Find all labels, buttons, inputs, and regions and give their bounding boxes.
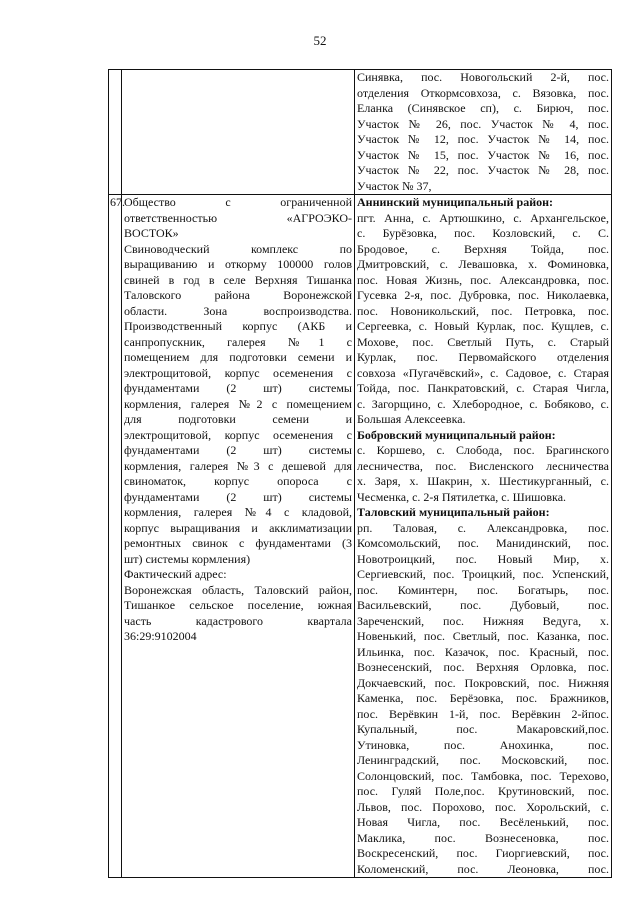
settlements-text-line: Мохове, пос. Светлый Путь, с. Старый	[357, 334, 609, 349]
organization-text-line: свиней в год в селе Верхняя Тишанка	[124, 272, 352, 287]
settlements-text-line: Утиновка, пос. Анохинка, пос.	[357, 737, 609, 752]
organization-text-line: электрощитовой, корпус осеменения с	[124, 365, 352, 380]
settlements-text-line: пос. Гуляй Поле,пос. Крутиновский, пос.	[357, 784, 609, 798]
settlements-text-line: Новенький, пос. Светлый, пос. Казанка, пос.	[357, 629, 609, 643]
settlements-text-line: Участок № 22, пос. Участок № 28, пос.	[357, 163, 609, 177]
settlements-text-line: пгт. Анна, с. Артюшкино, с. Архангельское,	[357, 210, 609, 225]
settlements-text-line: Участок № 37,	[357, 178, 432, 193]
organization-cell	[122, 195, 355, 878]
settlements-text-line: Сергиевский, пос. Троицкий, пос. Успенский,	[357, 567, 609, 581]
organization-text-line: области. Зона воспроизводства.	[124, 303, 352, 318]
organization-text-line: электрощитовой, корпус осеменения с	[124, 427, 352, 442]
settlements-text-line: Курлак, пос. Первомайского отделения	[357, 350, 609, 364]
organization-text-line: фундаментами (2 шт) системы	[124, 489, 352, 504]
organization-text-line: шт) системы кормления)	[124, 551, 251, 566]
settlements-text-line: Новая Чигла, пос. Весёленький, пос.	[357, 815, 609, 829]
settlements-text-line: Солонцовский, пос. Тамбовка, пос. Терехово,	[357, 768, 609, 783]
settlements-cell	[355, 70, 612, 195]
organization-text-line: выращиванию и откорму 100000 голов	[124, 257, 352, 271]
organization-text-line: ремонтных свинок с фундаментами (3	[124, 536, 352, 550]
settlements-text-line: с. Бурёзовка, пос. Козловский, с. С.	[357, 226, 609, 240]
organization-text-line: свиноматок, корпус опороса с	[124, 474, 352, 488]
settlements-text-line: пос. Новая Жизнь, пос. Александровка, пос.	[357, 272, 609, 287]
settlements-text-line: Львов, пос. Порохово, пос. Хорольский, с.	[357, 799, 609, 814]
district-heading: Аннинский муниципальный район:	[357, 195, 554, 209]
organization-cell	[122, 70, 355, 195]
settlements-text-line: Вознесенский, пос. Верхняя Орловка, пос.	[357, 660, 609, 674]
settlements-text-line: Участок № 26, пос. Участок № 4, пос.	[357, 116, 609, 131]
settlements-text-line: Чесменка, с. 2-я Пятилетка, с. Шишовка.	[357, 489, 567, 504]
settlements-text-line: Синявка, пос. Новогольский 2-й, пос.	[357, 70, 609, 84]
settlements-text-line: пос. Коминтерн, пос. Богатырь, пос.	[357, 582, 609, 597]
table-row	[109, 195, 612, 878]
settlements-text-line: Коломенский, пос. Леоновка, пос.	[357, 861, 609, 876]
organization-text-line: помещением для подготовки семени и	[124, 350, 352, 364]
settlements-cell	[355, 195, 612, 878]
row-number-cell	[109, 70, 122, 195]
row-number-cell: 67.	[109, 195, 122, 878]
organization-text-line: 36:29:9102004	[124, 629, 197, 643]
registry-table	[108, 69, 612, 878]
organization-text-line: Общество с ограниченной	[124, 195, 352, 209]
organization-text-line: санпропускник, галерея №1 с	[124, 334, 352, 349]
organization-text-line: фундаментами (2 шт) системы	[124, 443, 352, 457]
settlements-text-line: Дмитровский, с. Левашовка, х. Фоминовка,	[357, 257, 609, 271]
organization-text-line: Свиноводческий комплекс по	[124, 241, 352, 256]
settlements-text-line: Ильинка, пос. Казачок, пос. Красный, пос.	[357, 644, 609, 659]
settlements-text-line: Новотроицкий, пос. Новый Мир, х.	[357, 551, 609, 566]
settlements-text-line: Гусевка 2-я, пос. Дубровка, пос. Николаевка,	[357, 288, 609, 302]
settlements-text-line: Участок № 15, пос. Участок № 16, пос.	[357, 147, 609, 162]
organization-text-line: кормления, галерея №4 с кладовой,	[124, 505, 352, 519]
settlements-text-line: Большая Алексеевка.	[357, 412, 466, 426]
settlements-text-line: Воскресенский, пос. Гиоргиевский, пос.	[357, 846, 609, 860]
settlements-text-line: Докчаевский, пос. Покровский, пос. Нижняя	[357, 675, 609, 690]
settlements-text-line: Участок № 12, пос. Участок № 14, пос.	[357, 132, 609, 146]
settlements-text-line: пос. Верёвкин 1-й, пос. Верёвкин 2-йпос.	[357, 706, 609, 721]
organization-text-line: ВОСТОК»	[124, 226, 179, 240]
organization-text-line: ответственностью «АГРОЭКО-	[124, 210, 352, 225]
settlements-text-line: Тойда, пос. Панкратовский, с. Старая Чигла,	[357, 381, 609, 395]
page-number: 52	[313, 33, 327, 48]
settlements-text-line: с. Коршево, с. Слобода, пос. Брагинского	[357, 443, 609, 457]
settlements-text-line: Каменка, пос. Берёзовка, пос. Бражников,	[357, 691, 609, 705]
settlements-text-line: Сергеевка, с. Новый Курлак, пос. Кущлев, с.	[357, 319, 609, 333]
organization-text-line: кормления, галерея №3 с дешевой для	[124, 458, 352, 473]
organization-text-line: для подготовки семени и	[124, 412, 352, 426]
settlements-text-line: лесничества, пос. Висленского лесничества	[357, 458, 609, 473]
organization-text-line: Производственный корпус (АКБ и	[124, 319, 352, 333]
organization-text-line: кормления, галерея №2 с помещением	[124, 396, 352, 411]
table-row	[109, 70, 612, 195]
settlements-text-line: Маклика, пос. Вознесеновка, пос.	[357, 830, 609, 845]
settlements-text-line: Комсомольский, пос. Манидинский, пос.	[357, 536, 609, 550]
district-heading: Бобровский муниципальный район:	[357, 427, 556, 442]
settlements-text-line: отделения Откормсовхоза, с. Вязовка, пос.	[357, 85, 609, 100]
settlements-text-line: рп. Таловая, с. Александровка, пос.	[357, 520, 609, 535]
organization-text-line: часть кадастрового квартала	[124, 613, 352, 628]
settlements-text-line: х. Заря, х. Шакрин, х. Шестикурганный, с.	[357, 474, 609, 488]
settlements-text-line: Еланка (Синявское сп), с. Бирюч, пос.	[357, 101, 609, 115]
settlements-text-line: с. Загорщино, с. Хлебородное, с. Бобяково, с.	[357, 396, 609, 411]
organization-text-line: Воронежская область, Таловский район,	[124, 582, 352, 597]
organization-text-line: Фактический адрес:	[124, 567, 227, 581]
settlements-text-line: Ленинградский, пос. Московский, пос.	[357, 753, 609, 767]
settlements-text-line: совхоза «Пугачёвский», с. Садовое, с. Старая	[357, 365, 609, 380]
settlements-text-line: Купальный, пос. Макаровский,пос.	[357, 722, 609, 736]
settlements-text-line: пос. Новоникольский, пос. Петровка, пос.	[357, 303, 609, 318]
settlements-text-line: Васильевский, пос. Дубовый, пос.	[357, 598, 609, 612]
district-heading: Таловский муниципальный район:	[357, 505, 550, 519]
settlements-text-line: Бродовое, с. Верхняя Тойда, пос.	[357, 241, 609, 256]
organization-text-line: Тишанкое сельское поселение, южная	[124, 598, 352, 612]
organization-text-line: Таловского района Воронежской	[124, 288, 352, 302]
organization-text-line: фундаментами (2 шт) системы	[124, 381, 352, 395]
settlements-text-line: Зареченский, пос. Нижняя Ведуга, х.	[357, 613, 609, 628]
organization-text-line: корпус выращивания и акклиматизации	[124, 520, 352, 535]
